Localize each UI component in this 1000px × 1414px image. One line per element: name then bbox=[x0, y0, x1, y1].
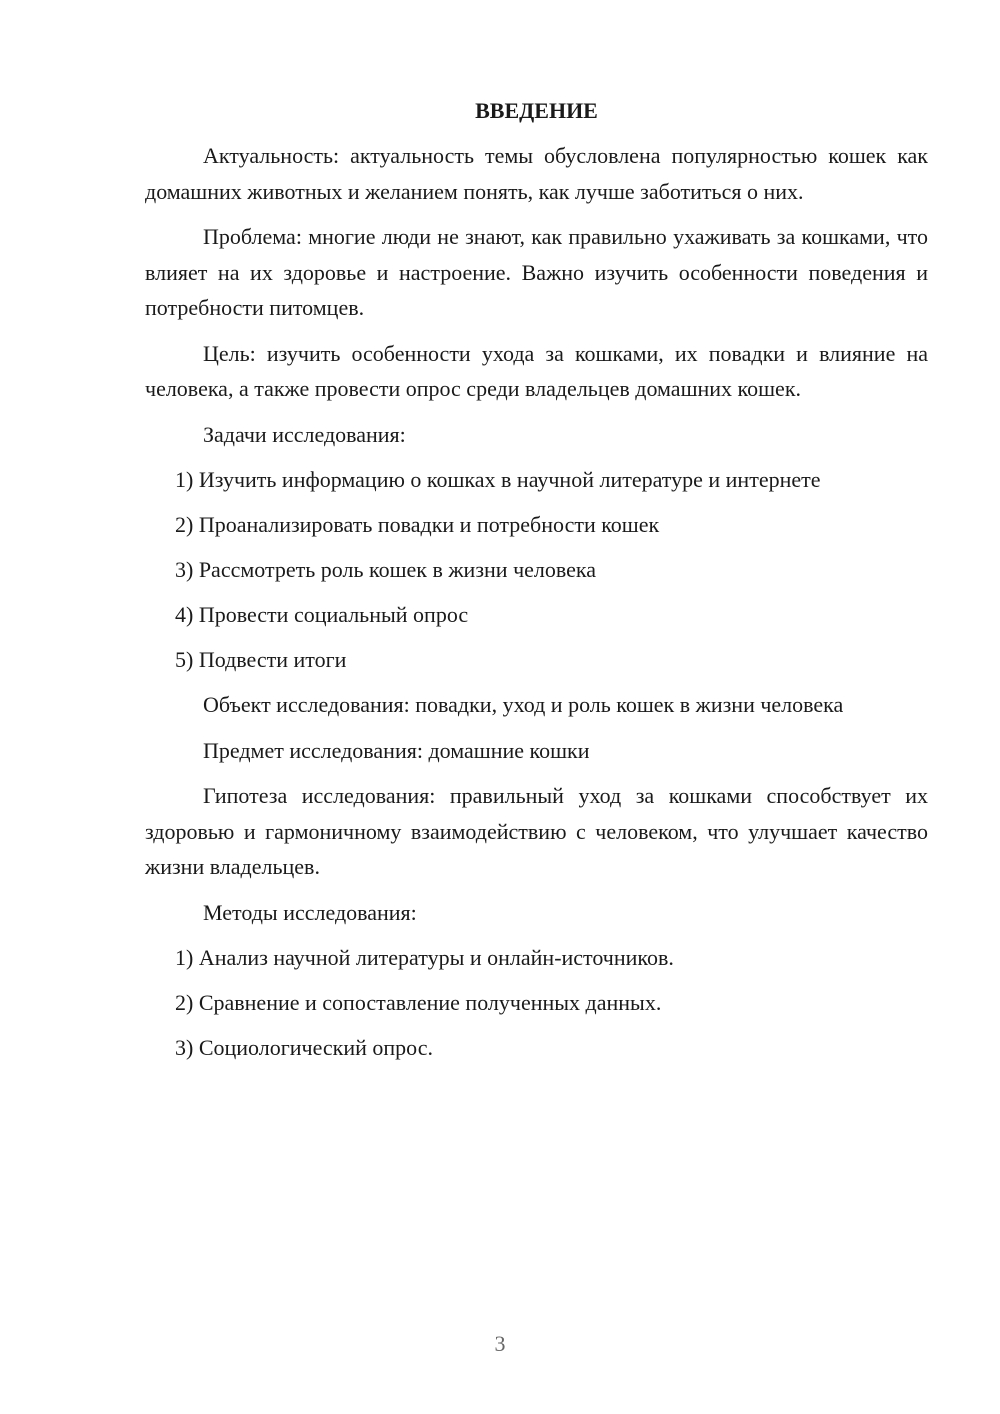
task-item: 4) Провести социальный опрос bbox=[175, 602, 469, 627]
problem-paragraph: Проблема: многие люди не знают, как правильно ухаживать за кошками, что влияет на их здоровье и настроение. Важно изучить особенности поведения и потребности питомцев. bbox=[145, 224, 928, 320]
methods-list bbox=[145, 940, 928, 1066]
page-title: ВВЕДЕНИЕ bbox=[475, 98, 598, 123]
method-item: 2) Сравнение и сопоставление полученных данных. bbox=[175, 990, 662, 1015]
document-page bbox=[145, 93, 928, 1075]
tasks-list bbox=[145, 462, 928, 678]
page-number: 3 bbox=[494, 1331, 506, 1356]
relevance-paragraph: Актуальность: актуальность темы обусловлена популярностью кошек как домашних животных и желанием понять, как лучше заботиться о них. bbox=[145, 143, 928, 204]
object-line: Объект исследования: повадки, уход и роль кошек в жизни человека bbox=[203, 692, 844, 717]
task-item: 1) Изучить информацию о кошках в научной литературе и интернете bbox=[175, 467, 821, 492]
methods-heading: Методы исследования: bbox=[203, 899, 417, 925]
method-item: 3) Социологический опрос. bbox=[175, 1035, 433, 1060]
tasks-heading: Задачи исследования: bbox=[203, 421, 406, 447]
task-item: 3) Рассмотреть роль кошек в жизни человека bbox=[175, 557, 597, 582]
hypothesis-paragraph: Гипотеза исследования: правильный уход за кошками способствует их здоровью и гармоничному взаимодействию с человеком, что улучшает качество жизни владельцев. bbox=[145, 783, 928, 879]
subject-line: Предмет исследования: домашние кошки bbox=[203, 737, 590, 763]
task-item: 2) Проанализировать повадки и потребности кошек bbox=[175, 512, 660, 537]
task-item: 5) Подвести итоги bbox=[175, 647, 347, 672]
method-item: 1) Анализ научной литературы и онлайн-источников. bbox=[175, 945, 674, 970]
goal-paragraph: Цель: изучить особенности ухода за кошками, их повадки и влияние на человека, а также провести опрос среди владельцев домашних кошек. bbox=[145, 340, 928, 401]
